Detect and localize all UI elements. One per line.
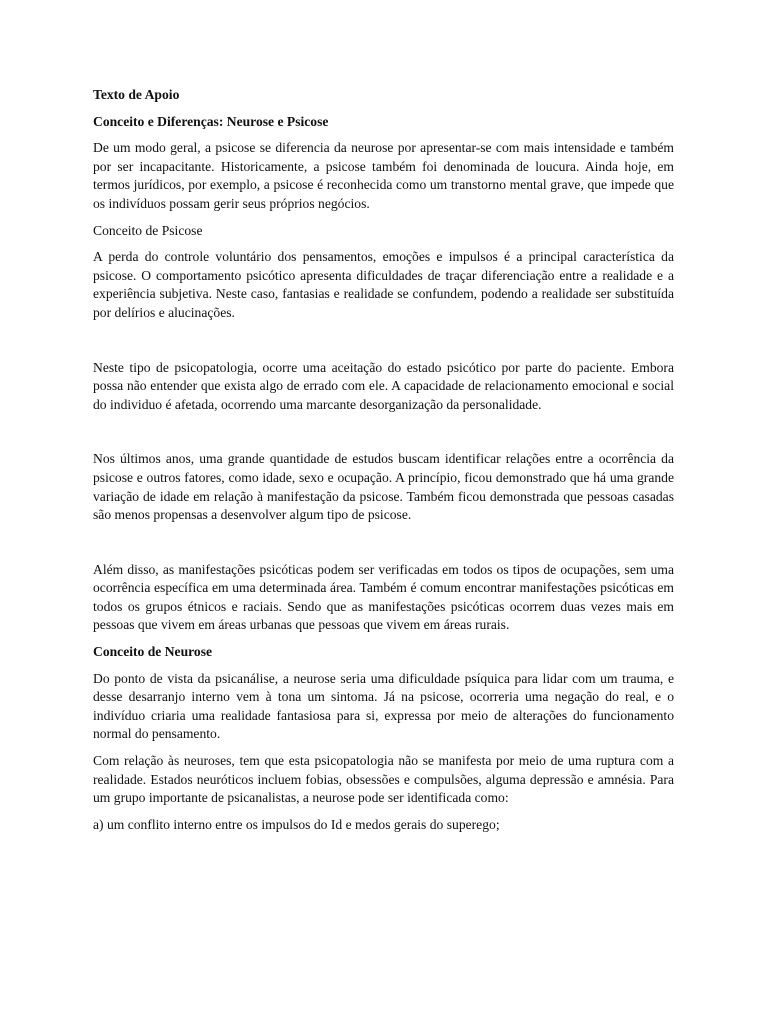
section-title-neurose: Conceito de Neurose (93, 644, 213, 660)
paragraph-psicose-acceptance: Neste tipo de psicopatologia, ocorre uma aceitação do estado psicótico por parte do paciente. Embora possa não entender que exista algo de errado com ele. A capacidade de relacionamento emocional e social do individuo é afetada, ocorrendo uma marcante desorganização da personalidade. (93, 359, 674, 412)
document-heading: Texto de Apoio (93, 87, 180, 102)
list-item-a: a) um conflito interno entre os impulsos do Id e medos gerais do superego; (93, 816, 500, 832)
document-subheading: Conceito e Diferenças: Neurose e Psicose (93, 113, 329, 129)
paragraph-psicose-studies: Nos últimos anos, uma grande quantidade de estudos buscam identificar relações entre a ocorrência da psicose e outros fatores, como idade, sexo e ocupação. A princípio, ficou demonstrado que há uma grande variação de idade em relação à manifestação da psicose. Também ficou demonstrada que pessoas casadas são menos propensas a desenvolver algum tipo de psicose. (93, 451, 674, 523)
section-title-psicose: Conceito de Psicose (93, 222, 203, 238)
paragraph-psicose-occupations: Além disso, as manifestações psicóticas podem ser verificadas em todos os tipos de ocupações, sem uma ocorrência específica em uma determinada área. Também é comum encontrar manifestações psicóticas em todos os grupos étnicos e raciais. Sendo que as manifestações psicóticas ocorrem duas vezes mais em pessoas que vivem em áreas urbanas que pessoas que vivem em áreas rurais. (93, 561, 674, 633)
paragraph-psicose-definition: A perda do controle voluntário dos pensamentos, emoções e impulsos é a principal característica da psicose. O comportamento psicótico apresenta dificuldades de traçar diferenciação entre a realidade e a experiência subjetiva. Neste caso, fantasias e realidade se confundem, podendo a realidade ser substituída por delírios e alucinações. (93, 249, 674, 320)
paragraph-neurose-states: Com relação às neuroses, tem que esta psicopatologia não se manifesta por meio de uma ruptura com a realidade. Estados neuróticos incluem fobias, obsessões e compulsões, alguma depressão e amnésia. Para um grupo importante de psicanalistas, a neurose pode ser identificada como: (93, 753, 674, 806)
paragraph-neurose-psychoanalysis: Do ponto de vista da psicanálise, a neurose seria uma dificuldade psíquica para lidar com um trauma, e desse desarranjo interno vem à tona um sintoma. Já na psicose, ocorreria uma negação do real, e o indivíduo criaria uma realidade fantasiosa para si, expressa por meio de alterações do funcionamento normal do pensamento. (93, 670, 674, 742)
document-page (93, 86, 674, 842)
paragraph-intro: De um modo geral, a psicose se diferencia da neurose por apresentar-se com mais intensidade e também por ser incapacitante. Historicamente, a psicose também foi denominada de loucura. Ainda hoje, em termos jurídicos, por exemplo, a psicose é reconhecida como um transtorno mental grave, que impede que os indivíduos possam gerir seus próprios negócios. (93, 140, 674, 211)
